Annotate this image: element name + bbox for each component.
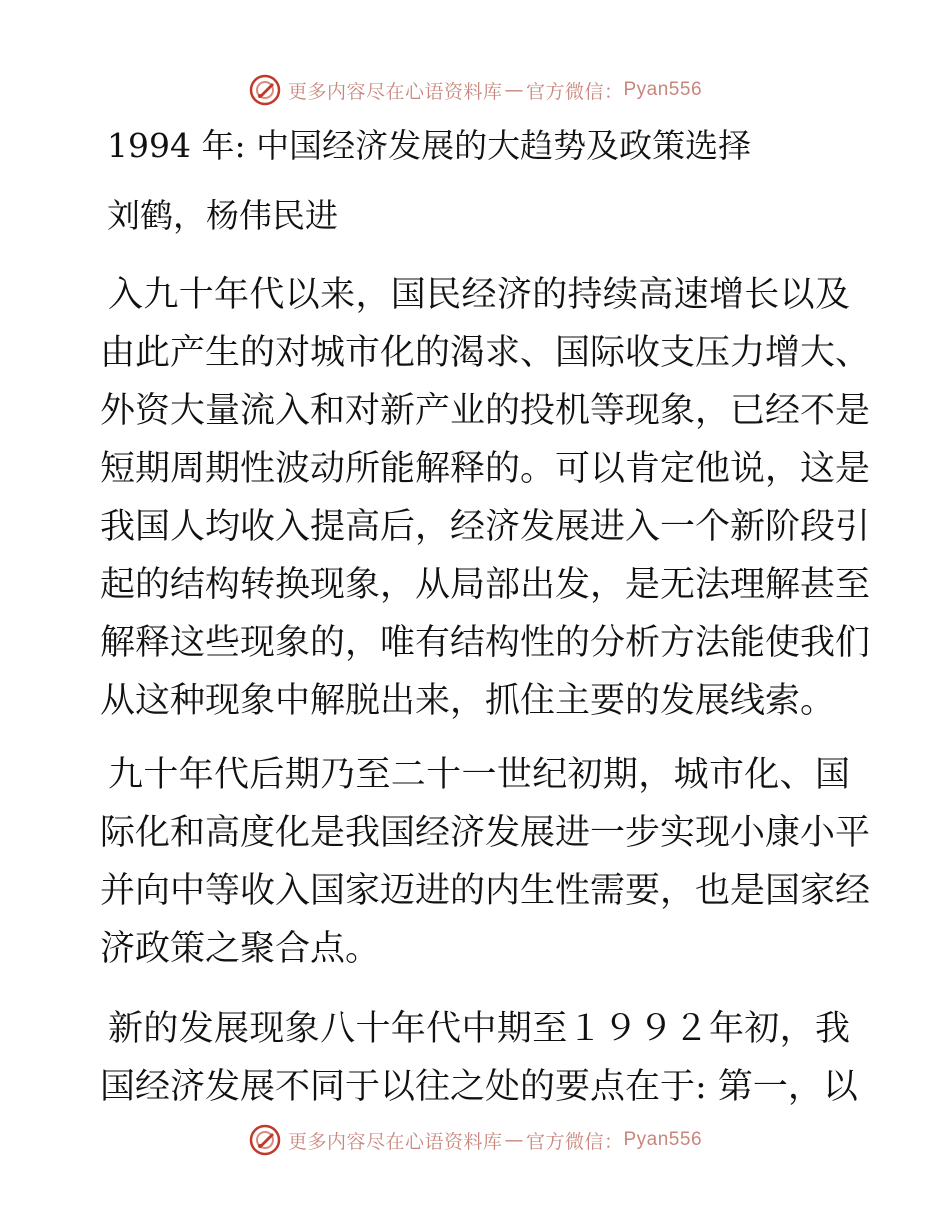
brand-logo-icon <box>248 73 282 107</box>
paragraph-line: 由此产生的对城市化的渴求、国际收支压力增大、 <box>100 333 871 373</box>
paragraph-2 <box>100 746 871 978</box>
paragraph-line: 解释这些现象的，唯有结构性的分析方法能使我们 <box>100 623 871 663</box>
watermark-handle: Pyan556 <box>623 1129 703 1150</box>
paragraph-line: 我国人均收入提高后，经济发展进入一个新阶段引 <box>100 507 871 547</box>
watermark-handle: Pyan556 <box>623 79 703 100</box>
document-title: 1994 年: 中国经济发展的大趋势及政策选择 <box>107 126 752 165</box>
watermark-suffix: 官方微信： <box>525 1130 624 1153</box>
paragraph-line: 并向中等收入国家迈进的内生性需要，也是国家经 <box>100 871 871 911</box>
watermark-text: 更多内容尽在心语资料库 <box>287 80 503 103</box>
paragraph-line: 短期周期性波动所能解释的。可以肯定他说，这是 <box>100 449 871 489</box>
document-authors: 刘鹤，杨伟民进 <box>107 196 338 235</box>
watermark-footer <box>0 1120 950 1160</box>
paragraph-line: 际化和高度化是我国经济发展进一步实现小康小平 <box>100 813 871 853</box>
watermark-header <box>0 70 950 110</box>
brand-logo-icon <box>248 1123 282 1157</box>
watermark-text: 更多内容尽在心语资料库 <box>287 1130 503 1153</box>
paragraph-3 <box>100 1000 858 1116</box>
paragraph-line: 新的发展现象八十年代中期至１９９２年初，我 <box>108 1009 850 1049</box>
paragraph-line: 济政策之聚合点。 <box>100 929 381 969</box>
paragraph-1 <box>100 266 871 730</box>
paragraph-line: 国经济发展不同于以往之处的要点在于: 第一，以 <box>100 1067 858 1107</box>
paragraph-line: 从这种现象中解脱出来，抓住主要的发展线索。 <box>100 681 836 721</box>
paragraph-line: 入九十年代以来，国民经济的持续高速增长以及 <box>108 275 850 315</box>
paragraph-line: 外资大量流入和对新产业的投机等现象，已经不是 <box>100 391 871 431</box>
paragraph-line: 起的结构转换现象，从局部出发，是无法理解甚至 <box>100 565 871 605</box>
paragraph-line: 九十年代后期乃至二十一世纪初期，城市化、国 <box>108 755 850 795</box>
watermark-suffix: 官方微信： <box>525 80 624 103</box>
watermark-separator: — <box>504 79 524 101</box>
watermark-separator: — <box>504 1129 524 1151</box>
